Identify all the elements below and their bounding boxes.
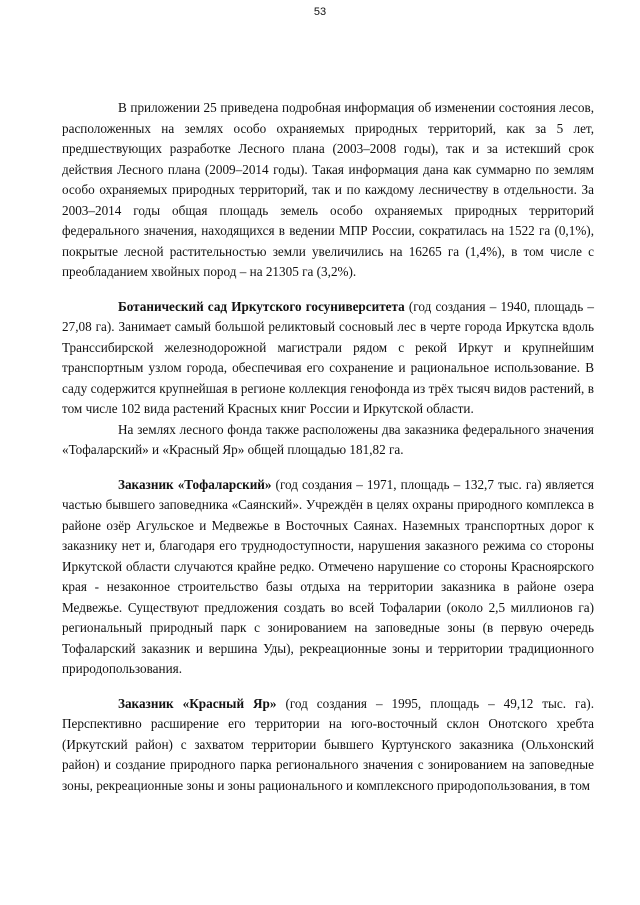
paragraph-krasny-yar	[62, 694, 594, 797]
document-body	[62, 98, 594, 796]
paragraph-text: (год создания – 1971, площадь – 132,7 тыс. га) является частью бывшего заповедника «Саянский». Учреждён в целях охраны природного комплекса в районе озёр Агульское и Медвежье в Восточных Саянах. Наземных транспортных дорог к заказнику нет и, благодаря его труднодоступности, нарушения заказного режима со стороны Иркутской области случаются крайне редко. Отмечено нарушение со стороны Красноярского края - незаконное строительство базы отдыха на территории заказника в районе озера Медвежье. Существуют предложения создать во всей Тофаларии (около 2,5 миллионов га) региональный природный парк с зонированием на заповедные зоны (в первую очередь Тофаларский заказник и вершина Уды), рекреационные зоны и территории традиционного природопользования.	[62, 476, 594, 676]
page-number: 53	[313, 6, 327, 18]
paragraph-text: (год создания – 1995, площадь – 49,12 тыс. га). Перспективно расширение его территории на юго-восточный склон Онотского хребта (Иркутский район) с захватом территории бывшего Куртунского заказника (Ольхонский район) и создание природного парка регионального значения с зонированием на заповедные зоны, рекреационные зоны и зоны рационального и комплексного природопользования, в том	[62, 695, 594, 793]
paragraph-reserves-intro	[62, 420, 594, 461]
paragraph-text: В приложении 25 приведена подробная информация об изменении состояния лесов, расположенных на землях особо охраняемых природных территорий, как за 5 лет, предшествующих разработке Лесного плана (2003–2008 годы), так и за истекший срок действия Лесного плана (2009–2014 годы). Такая информация дана как суммарно по землям особо охраняемых природных территорий, так и по каждому лесничеству в отдельности. За 2003–2014 годы общая площадь земель особо охраняемых природных территорий федерального значения, находящихся в ведении МПР России, сократилась на 1522 га (0,1%), покрытые лесной растительностью земли увеличились на 16265 га (1,4%), в том числе с преобладанием хвойных пород – на 21305 га (3,2%).	[62, 100, 594, 279]
paragraph-tofalarsky	[62, 475, 594, 680]
paragraph-lead: Заказник «Красный Яр»	[118, 695, 277, 711]
paragraph-text: (год создания – 1940, площадь – 27,08 га). Занимает самый большой реликтовый сосновый лес в черте города Иркутска вдоль Транссибирской железнодорожной магистрали рядом с рекой Иркут и крупнейшим транспортным узлом города, обеспечивая его сохранение и рациональное использование. В саду содержится крупнейшая в регионе коллекция генофонда из трёх тысяч видов растений, в том числе 102 вида растений Красных книг России и Иркутской области.	[62, 298, 594, 416]
paragraph-botanical-garden	[62, 297, 594, 420]
paragraph-forest-changes	[62, 98, 594, 283]
paragraph-text: На землях лесного фонда также расположены два заказника федерального значения «Тофаларский» и «Красный Яр» общей площадью 181,82 га.	[62, 421, 594, 457]
paragraph-lead: Заказник «Тофаларский»	[118, 476, 272, 492]
paragraph-lead: Ботанический сад Иркутского госуниверситета	[118, 298, 405, 314]
